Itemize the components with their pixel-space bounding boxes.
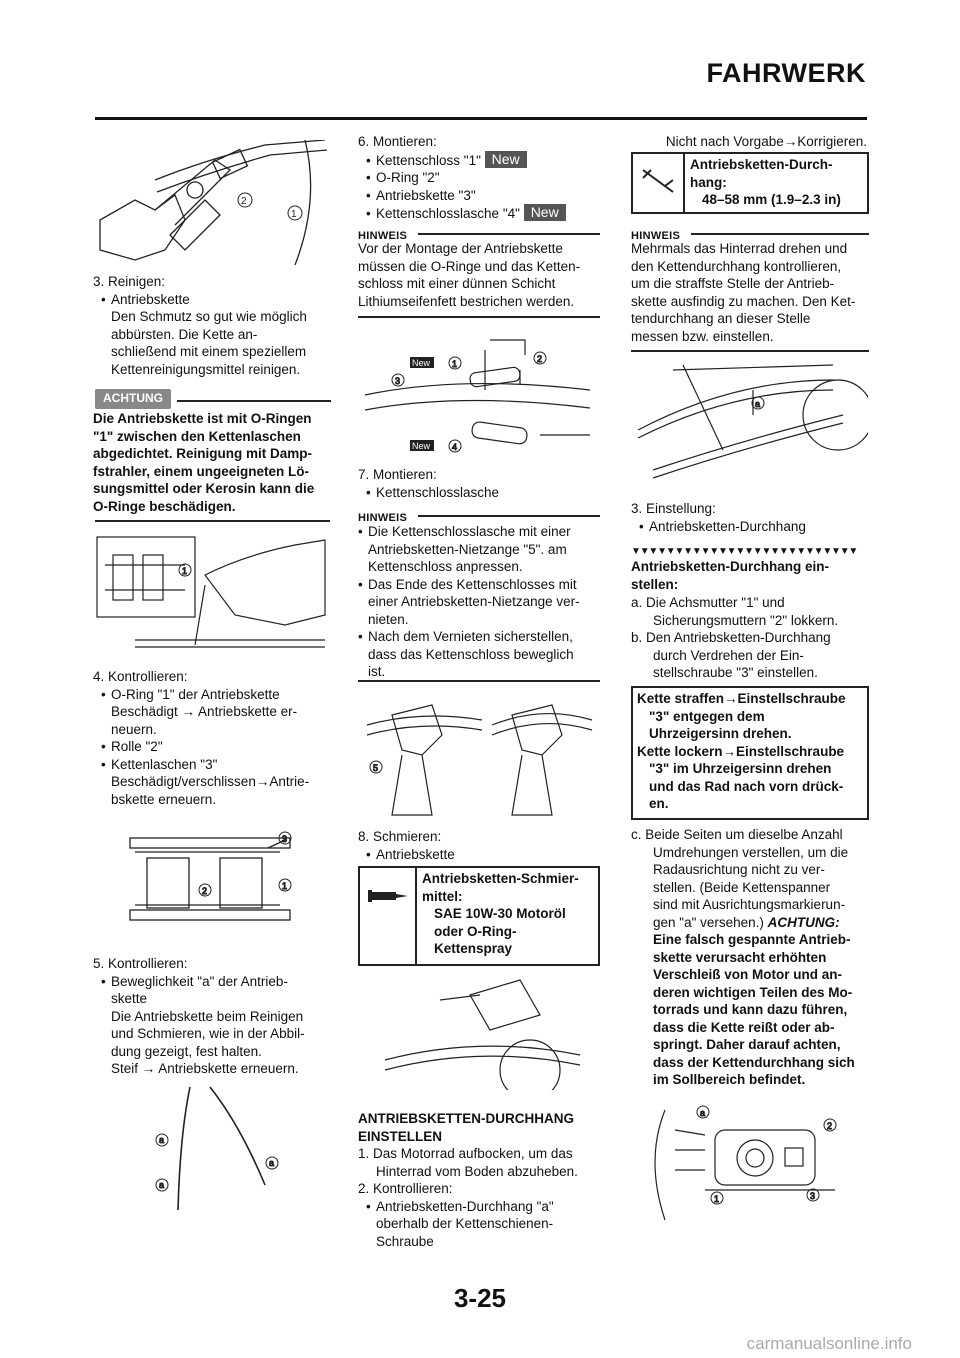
hinweis-2-item-3-line-2: dass das Kettenschloss beweglich xyxy=(368,646,574,662)
hinweis-1-line-3: schloss mit einer dünnen Schicht xyxy=(358,276,556,291)
step-7-bullet-1: • Kettenschlosslasche xyxy=(358,484,600,502)
svg-text:3: 3 xyxy=(810,1191,816,1201)
step-5-line-3: dung gezeigt, fest halten. xyxy=(111,1043,262,1059)
warning-line-6: dass die Kette reißt oder ab- xyxy=(653,1019,835,1035)
achtung-line-2: "1" zwischen den Kettenlaschen xyxy=(93,428,301,444)
svg-text:1: 1 xyxy=(182,566,188,576)
hinweis-1-line-1: Vor der Montage der Antriebskette xyxy=(358,241,563,256)
hinweis-1-bottom-rule xyxy=(358,316,600,318)
step-6-bullet-1: • Kettenschloss "1" New xyxy=(358,151,600,170)
hinweis-1-label: HINWEIS xyxy=(358,230,408,242)
svg-text:2: 2 xyxy=(241,196,247,207)
section-heading-line-1: ANTRIEBSKETTEN-DURCHHANG xyxy=(358,1111,574,1126)
step-4-bullet-1-b: neuern. xyxy=(111,721,157,737)
step-6-install: 6. Montieren: xyxy=(358,134,437,149)
step-3-line-3: schließend mit einem speziellem xyxy=(111,344,307,359)
hinweis-3-line-2: den Kettendurchhang kontrollieren, xyxy=(631,258,842,274)
slack-icon-cell xyxy=(633,154,685,212)
step-4-bullet-3: • Kettenlaschen "3" xyxy=(93,756,333,774)
section-heading-line-2: EINSTELLEN xyxy=(358,1128,443,1144)
step-3-clean: 3. Reinigen: xyxy=(93,274,166,289)
hinweis-3-line-4: skette ausfindig zu machen. Den Ket- xyxy=(631,293,856,309)
hinweis-2-item-1-line-1: • Die Kettenschlosslasche mit einer xyxy=(358,523,600,541)
achtung-bottom-rule xyxy=(95,520,330,522)
achtung-line-3: abgedichtet. Reinigung mit Damp- xyxy=(93,446,313,461)
procedure-c-line-6: gen "a" versehen.) ACHTUNG: xyxy=(653,914,840,930)
hinweis-2-bottom-rule xyxy=(358,680,600,682)
lubricant-line-4: oder O-Ring- xyxy=(434,923,517,939)
step-5-line-1: Die Antriebskette beim Reinigen xyxy=(111,1008,304,1024)
hinweis-2-item-3-line-3: ist. xyxy=(368,664,386,679)
procedure-c-line-3: Radausrichtung nicht zu ver- xyxy=(653,862,825,877)
step-5-line-4: Steif → Antriebskette erneuern. xyxy=(111,1061,299,1076)
lubricant-line-1: Antriebsketten-Schmier- xyxy=(422,871,579,886)
svg-text:2: 2 xyxy=(537,354,543,364)
figure-chain-slack xyxy=(633,360,868,490)
step-3-line-1: Den Schmutz so gut wie möglich xyxy=(111,309,307,324)
step-4-bullet-3-a: Beschädigt/verschlissen→Antrie- xyxy=(111,774,310,789)
step-8-lubricate: 8. Schmieren: xyxy=(358,829,442,844)
step-7-install: 7. Montieren: xyxy=(358,467,437,482)
caliper-icon xyxy=(633,162,683,202)
procedure-title-line-1: Antriebsketten-Durchhang ein- xyxy=(631,559,830,574)
step-6-bullet-3: • Antriebskette "3" xyxy=(358,187,600,205)
lubricant-line-5: Kettenspray xyxy=(434,941,513,956)
figure-spray-cleaning xyxy=(95,535,330,660)
step-5-bullet-1: • Beweglichkeit "a" der Antrieb- xyxy=(93,973,333,991)
svg-text:2: 2 xyxy=(202,886,208,896)
svg-text:a: a xyxy=(755,399,761,409)
lubricant-line-2: mittel: xyxy=(422,888,463,904)
svg-text:a: a xyxy=(700,1108,706,1118)
svg-text:3: 3 xyxy=(282,834,288,844)
procedure-title-line-2: stellen: xyxy=(631,576,679,592)
adjust-line-4: Kette lockern→Einstellschraube xyxy=(637,743,845,759)
step-3-line-4: Kettenreinigungsmittel reinigen. xyxy=(111,361,301,377)
procedure-a-line-1: a. Die Achsmutter "1" und xyxy=(631,595,785,610)
achtung-rule xyxy=(177,400,331,402)
adjust-line-6: und das Rad nach vorn drück- xyxy=(649,778,844,794)
svg-text:a: a xyxy=(269,1158,275,1168)
step-3-line-2: abbürsten. Die Kette an- xyxy=(111,326,258,342)
procedure-c-line-1: c. Beide Seiten um dieselbe Anzahl xyxy=(631,827,843,842)
svg-text:2: 2 xyxy=(827,1121,833,1131)
lubricant-icon-cell xyxy=(360,868,417,964)
figure-chain-links xyxy=(125,830,305,930)
svg-text:a: a xyxy=(159,1135,165,1145)
svg-text:4: 4 xyxy=(452,442,458,452)
step-4-bullet-1: • O-Ring "1" der Antriebskette xyxy=(93,686,333,704)
step-4-bullet-2: • Rolle "2" xyxy=(93,738,333,756)
hinweis-2-label: HINWEIS xyxy=(358,512,408,524)
warning-line-5: torrads und kann dazu führen, xyxy=(653,1002,848,1017)
svg-text:1: 1 xyxy=(714,1194,720,1204)
step-3-adjust: 3. Einstellung: xyxy=(631,501,716,516)
achtung-line-1: Die Antriebskette ist mit O-Ringen xyxy=(93,411,312,426)
step-5-bullet-1-b: skette xyxy=(111,991,148,1006)
adjust-line-5: "3" im Uhrzeigersinn drehen xyxy=(649,761,832,776)
svg-text:3: 3 xyxy=(395,376,401,386)
figure-chain-spray xyxy=(380,975,585,1090)
lubricant-spec-box xyxy=(358,866,600,966)
sec-step-2-bullet-1-b: Schraube xyxy=(376,1233,434,1249)
warning-line-4: deren wichtigen Teilen des Mo- xyxy=(653,984,853,1000)
step-5-line-2: und Schmieren, wie in der Abbil- xyxy=(111,1026,305,1041)
page-title: FAHRWERK xyxy=(706,58,866,88)
svg-text:New: New xyxy=(412,358,431,368)
warning-line-9: im Sollbereich befindet. xyxy=(653,1072,806,1087)
adjust-line-7: en. xyxy=(649,796,669,811)
adjust-line-1: Kette straffen→Einstellschraube xyxy=(637,691,846,706)
step-4-bullet-1-a: Beschädigt → Antriebskette er- xyxy=(111,704,298,719)
svg-text:1: 1 xyxy=(291,209,297,220)
triangle-divider: ▼▼▼▼▼▼▼▼▼▼▼▼▼▼▼▼▼▼▼▼▼▼▼▼▼▼ xyxy=(631,546,858,557)
hinweis-3-label: HINWEIS xyxy=(631,230,681,242)
procedure-b-line-1: b. Den Antriebsketten-Durchhang xyxy=(631,630,831,645)
procedure-a-line-2: Sicherungsmuttern "2" lokkern. xyxy=(653,612,839,628)
sec-step-2: 2. Kontrollieren: xyxy=(358,1181,453,1196)
warning-line-8: dass der Kettendurchhang sich xyxy=(653,1054,855,1070)
step-6-bullet-4: • Kettenschlosslasche "4" New xyxy=(358,204,600,223)
svg-text:1: 1 xyxy=(452,359,458,369)
achtung-line-4: fstrahler, einem ungeeigneten Lö- xyxy=(93,463,310,479)
step-5-check: 5. Kontrollieren: xyxy=(93,956,188,971)
svg-text:a: a xyxy=(159,1180,165,1190)
spec-out-of-range: Nicht nach Vorgabe→Korrigieren. xyxy=(665,134,867,149)
lubricant-line-3: SAE 10W-30 Motoröl xyxy=(434,906,566,921)
warning-line-7: springt. Daher darauf achten, xyxy=(653,1037,841,1052)
slack-spec-line-2: hang: xyxy=(690,174,727,190)
hinweis-2-item-2-line-1: • Das Ende des Kettenschlosses mit xyxy=(358,576,600,594)
figure-chain-adjuster xyxy=(645,1100,855,1225)
header-rule xyxy=(95,117,867,120)
adjust-line-2: "3" entgegen dem xyxy=(649,708,765,724)
step-4-check: 4. Kontrollieren: xyxy=(93,669,188,684)
slack-spec-box xyxy=(631,152,869,214)
step-3-bullet: • Antriebskette xyxy=(93,291,333,309)
hinweis-2-item-3-line-1: • Nach dem Vernieten sicherstellen, xyxy=(358,628,600,646)
sec-step-2-bullet-1-a: oberhalb der Kettenschienen- xyxy=(376,1216,554,1231)
procedure-c-line-2: Umdrehungen verstellen, um die xyxy=(653,844,849,860)
figure-rivet-tool xyxy=(362,695,597,820)
procedure-c-line-4: stellen. (Beide Kettenspanner xyxy=(653,879,831,895)
svg-text:New: New xyxy=(412,441,431,451)
procedure-c-achtung: ACHTUNG: xyxy=(767,914,840,930)
sec-step-1-line-1: 1. Das Motorrad aufbocken, um das xyxy=(358,1146,573,1161)
achtung-line-5: sungsmittel oder Kerosin kann die xyxy=(93,481,315,496)
hinweis-1-line-4: Lithiumseifenfett bestrichen werden. xyxy=(358,293,575,309)
hinweis-2-item-2-line-2: einer Antriebsketten-Nietzange ver- xyxy=(368,594,580,609)
step-4-bullet-3-b: bskette erneuern. xyxy=(111,791,217,807)
slack-spec-line-3: 48–58 mm (1.9–2.3 in) xyxy=(702,192,841,207)
new-badge-1: New xyxy=(485,151,527,168)
procedure-b-line-3: stellschraube "3" einstellen. xyxy=(653,665,818,680)
step-6-bullet-2: • O-Ring "2" xyxy=(358,169,600,187)
sec-step-1-line-2: Hinterrad vom Boden abzuheben. xyxy=(376,1163,578,1179)
procedure-c-line-5: sind mit Ausrichtungsmarkierun- xyxy=(653,897,846,912)
hinweis-3-line-3: um die straffste Stelle der Antrieb- xyxy=(631,276,835,291)
achtung-badge: ACHTUNG xyxy=(95,389,171,409)
svg-text:5: 5 xyxy=(373,763,379,773)
warning-line-2: skette verursacht erhöhten xyxy=(653,949,827,965)
svg-text:1: 1 xyxy=(282,881,288,891)
hinweis-2-item-1-line-3: Kettenschloss anpressen. xyxy=(368,559,523,574)
hinweis-1-line-2: müssen die O-Ringe und das Ketten- xyxy=(358,258,581,274)
footer-watermark: carmanualsonline.info xyxy=(746,1333,912,1353)
hinweis-2-item-2-line-3: nieten. xyxy=(368,611,409,627)
hinweis-3-line-6: messen bzw. einstellen. xyxy=(631,328,774,344)
page-number: 3-25 xyxy=(453,1283,507,1313)
new-badge-2: New xyxy=(524,204,566,221)
step-3-adjust-bullet: • Antriebsketten-Durchhang xyxy=(631,518,869,536)
warning-line-1: Eine falsch gespannte Antrieb- xyxy=(653,932,851,947)
adjust-line-3: Uhrzeigersinn drehen. xyxy=(649,726,792,741)
achtung-block xyxy=(95,389,331,409)
procedure-b-line-2: durch Verdrehen der Ein- xyxy=(653,647,804,663)
hinweis-3-line-1: Mehrmals das Hinterrad drehen und xyxy=(631,241,848,256)
step-8-bullet-1: • Antriebskette xyxy=(358,846,600,864)
hinweis-3-bottom-rule xyxy=(631,350,869,352)
figure-master-link xyxy=(360,330,595,455)
slack-spec-line-1: Antriebsketten-Durch- xyxy=(690,157,833,172)
figure-chain-brushing xyxy=(95,140,330,265)
hinweis-3-line-5: tendurchhang an dieser Stelle xyxy=(631,311,811,326)
warning-line-3: Verschleiß von Motor und an- xyxy=(653,967,843,982)
figure-chain-flex xyxy=(150,1085,290,1215)
hinweis-2-item-1-line-2: Antriebsketten-Nietzange "5". am xyxy=(368,541,567,557)
grease-gun-icon xyxy=(360,874,415,914)
achtung-line-6: O-Ringe beschädigen. xyxy=(93,498,236,514)
adjustment-box xyxy=(631,686,869,820)
sec-step-2-bullet-1: • Antriebsketten-Durchhang "a" xyxy=(358,1198,600,1216)
